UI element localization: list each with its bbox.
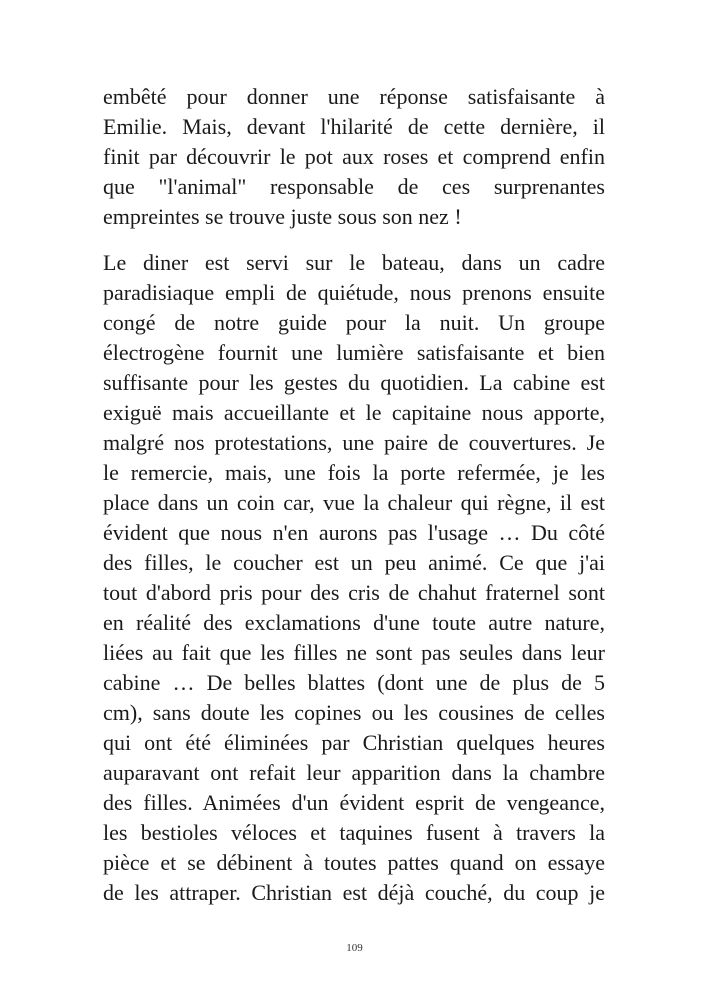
text-line: suffisante pour les gestes du quotidien. La cabine est [103, 370, 605, 395]
text-line: que "l'animal" responsable de ces surprenantes [103, 174, 605, 199]
text-line: évident que nous n'en aurons pas l'usage … Du côté [103, 520, 605, 545]
text-line: malgré nos protestations, une paire de couvertures. Je [103, 430, 605, 455]
text-line: qui ont été éliminées par Christian quelques heures [103, 730, 605, 755]
text-line: pièce et se débinent à toutes pattes quand on essaye [103, 850, 605, 875]
page-number: 109 [346, 942, 363, 954]
text-line: auparavant ont refait leur apparition dans la chambre [103, 760, 605, 785]
text-line: embêté pour donner une réponse satisfaisante à [103, 84, 605, 109]
text-line: des filles. Animées d'un évident esprit de vengeance, [103, 790, 605, 815]
text-line: congé de notre guide pour la nuit. Un groupe [103, 310, 605, 335]
text-line: finit par découvrir le pot aux roses et comprend enfin [103, 144, 605, 169]
text-line: Emilie. Mais, devant l'hilarité de cette dernière, il [103, 114, 605, 139]
paragraph-1 [103, 82, 605, 232]
paragraph-2 [103, 248, 605, 908]
text-line: cm), sans doute les copines ou les cousines de celles [103, 700, 605, 725]
text-line: le remercie, mais, une fois la porte refermée, je les [103, 460, 605, 485]
text-line: cabine … De belles blattes (dont une de plus de 5 [103, 670, 605, 695]
text-line: paradisiaque empli de quiétude, nous prenons ensuite [103, 280, 605, 305]
text-line: exiguë mais accueillante et le capitaine nous apporte, [103, 400, 605, 425]
text-line: Le diner est servi sur le bateau, dans un cadre [103, 250, 605, 275]
text-line: les bestioles véloces et taquines fusent à travers la [103, 820, 605, 845]
text-line: électrogène fournit une lumière satisfaisante et bien [103, 340, 605, 365]
text-line: de les attraper. Christian est déjà couché, du coup je [103, 880, 605, 905]
text-line: des filles, le coucher est un peu animé. Ce que j'ai [103, 550, 605, 575]
text-line: liées au fait que les filles ne sont pas seules dans leur [103, 640, 605, 665]
text-line: en réalité des exclamations d'une toute autre nature, [103, 610, 605, 635]
text-line: place dans un coin car, vue la chaleur qui règne, il est [103, 490, 605, 515]
text-line: tout d'abord pris pour des cris de chahut fraternel sont [103, 580, 605, 605]
text-line: empreintes se trouve juste sous son nez ! [103, 204, 462, 229]
